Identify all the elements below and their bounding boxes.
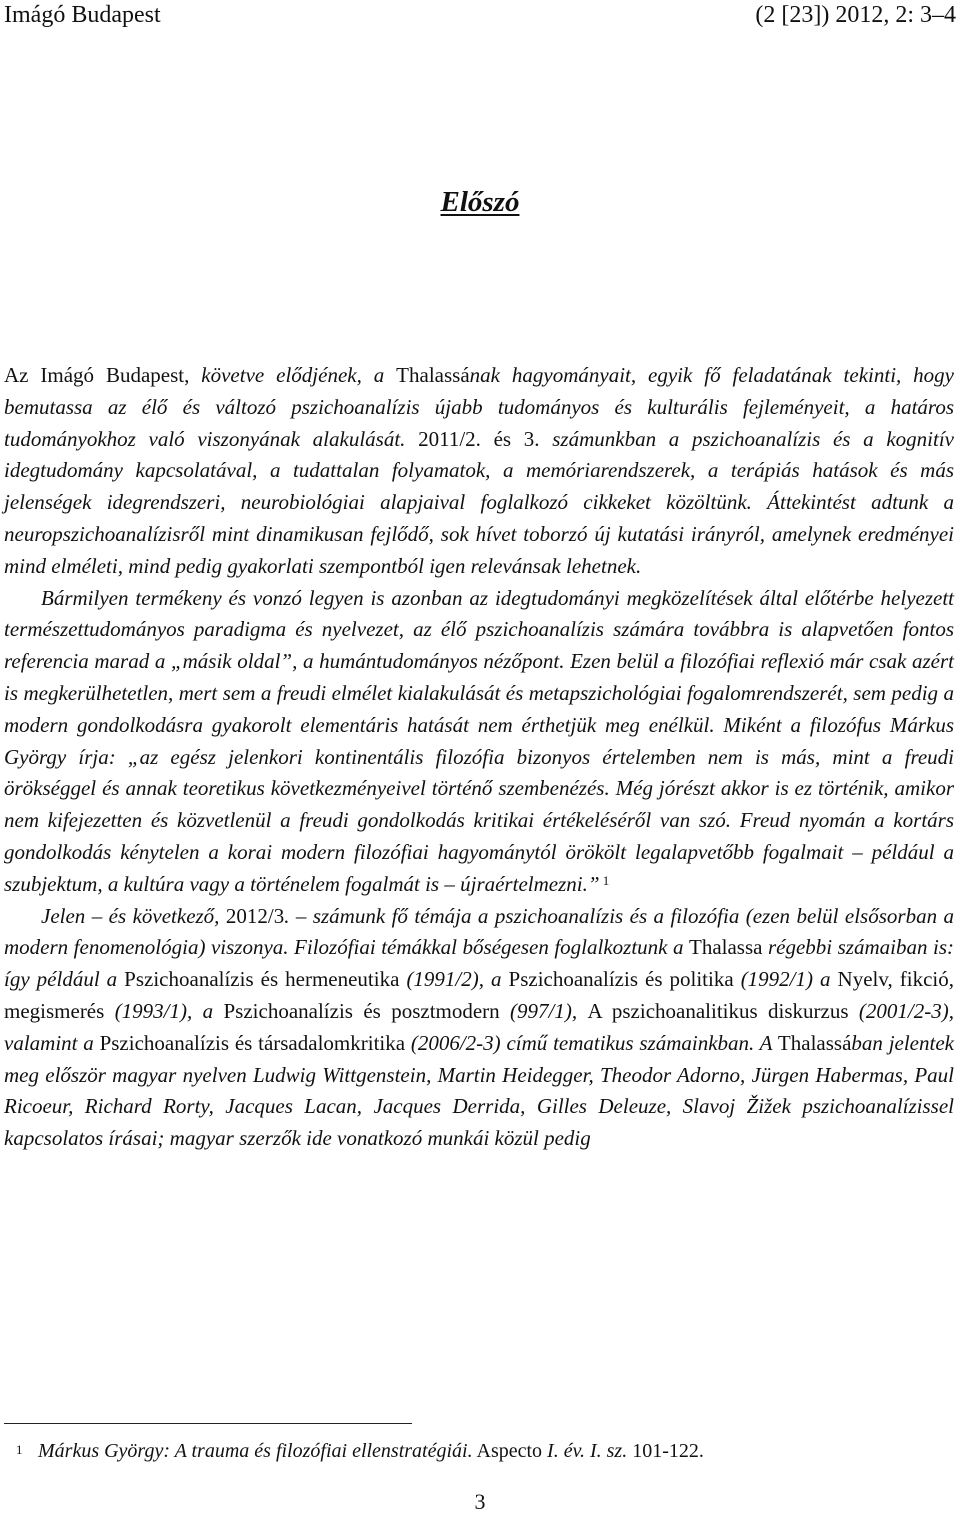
text-run: (997/1), (510, 998, 588, 1023)
text-run: nak hagyományait, egyik fő feladatának tekinti, hogy bemutassa az élő és változó pszichoanalízis újabb tudományos és kulturális fejleményeit, a határos tudományokhoz való viszonyának alakulását. (4, 363, 955, 451)
text-run: számunkban a pszichoanalízis és a kognitív idegtudomány kapcsolatával, a tudattalan folyamatok, a memóriarendszerek, a terápiás hatások és más jelenségek idegrendszeri, neurobiológiai alapjaival foglalkozó cikkeket közöltünk. Áttekintést adtunk a neuropszichoanalízisről mint dinamikusan fejlődő, sok hívet toborzó új kutatási irányról, amelynek eredményei mind elméleti, mind pedig gyakorlati szempontból igen relevánsak lehetnek. (4, 426, 954, 578)
text-run: régebbi számaiban is: így például a (4, 935, 954, 992)
footnote-volume: I. év. I. sz. (547, 1440, 628, 1462)
text-run: (1993/1), a (114, 998, 224, 1023)
page-title: Előszó (440, 186, 520, 218)
footnote-reference[interactable]: 1 (599, 872, 610, 888)
text-run: (1992/1) a (740, 967, 838, 992)
text-run: Az Imágó Budapest, (4, 363, 202, 387)
text-run: követve elődjének, a (201, 363, 397, 387)
text-run: Pszichoanalízis és politika (508, 967, 741, 992)
text-run: Pszichoanalízis és társadalomkritika (99, 1030, 411, 1055)
text-run: 2011/2. és 3. (418, 426, 553, 451)
footnote-pages: 101-122. (627, 1440, 704, 1462)
text-run: . – számunk fő témája a pszichoanalízis és a filozófia (ezen belül elsősorban a modern fenomenológia) viszonya. Filozófiai témákkal bőségesen foglalkoztunk a (4, 903, 955, 960)
footnote-source: Aspecto (472, 1440, 548, 1462)
footnote-citation-title: Márkus György: A trauma és filozófiai ellenstratégiái. (38, 1440, 473, 1462)
text-run: 2012/3 (225, 903, 285, 928)
text-run: Pszichoanalízis és posztmodern (223, 998, 511, 1023)
text-run: Bármilyen termékeny és vonzó legyen is azonban az idegtudományi megközelítések által előtérbe helyezett természettudományos paradigma és nyelvezet, az élő pszichoanalízis számára továbbra is alapvetően fontos referencia marad a „másik oldal”, a humántudományos nézőpont. Ezen belül a filozófiai reflexió már csak azért is megkerülhetetlen, mert sem a freudi elmélet kialakulását és metapszichológiai fogalomrendszerét, sem pedig a modern gondolkodásra gyakorolt elementáris hatását nem érthetjük meg enélkül. Miként a filozófus Márkus György írja: „az egész jelenkori kontinentális filozófia bizonyos értelemben nem is más, mint a freudi örökséggel és annak teoretikus következményeivel történő szembenézés. Még jórészt akkor is ez történik, amikor nem kifejezetten és közvetlenül a freudi gondolkodás kritikai értékeléséről van szó. Freud nyomán a kortárs gondolkodás kénytelen a korai modern filozófiai hagyománytól örökölt legalapvetőbb fogalmait – például a szubjektum, a kultúra vagy a történelem fogalmát is – újraértelmezni.” (4, 585, 954, 896)
text-run: Thalassa (689, 935, 768, 960)
footnote-separator (4, 1423, 412, 1424)
text-run: Thalassá (396, 363, 470, 387)
journal-name: Imágó Budapest (4, 2, 161, 28)
text-run: Jelen – és következő, (41, 903, 226, 928)
text-run: Nyelv, fikció, megismerés (4, 967, 954, 1023)
issue-info: (2 [23]) 2012, 2: 3–4 (755, 2, 956, 28)
paragraph-2 (4, 583, 954, 901)
page-number: 3 (474, 1489, 486, 1514)
text-run: Pszichoanalízis és hermeneutika (124, 967, 407, 992)
running-header (4, 0, 956, 30)
text-run: (2006/2-3) című tematikus számainkban. A (410, 1030, 778, 1055)
article-body (4, 360, 954, 1155)
text-run: (1991/2), a (406, 967, 509, 992)
text-run: A pszichoanalitikus diskurzus (587, 998, 859, 1023)
paragraph-3 (4, 901, 954, 1155)
text-run: Thalassá (777, 1030, 852, 1055)
paragraph-1 (4, 360, 954, 583)
text-run: ban jelentek meg először magyar nyelven Ludwig Wittgenstein, Martin Heidegger, Theodor Adorno, Jürgen Habermas, Paul Ricoeur, Richard Rorty, Jacques Lacan, Jacques Derrida, Gilles Deleuze, Slavoj Žižek pszichoanalízissel kapcsolatos írásai; magyar szerzők ide vonatkozó munkái közül pedig (4, 1030, 954, 1151)
text-run: (2001/2-3), valamint a (4, 998, 954, 1055)
footnote: 1 Márkus György: A trauma és filozófiai ellenstratégiái. Aspecto I. év. I. sz. 101-122. (16, 1440, 704, 1462)
